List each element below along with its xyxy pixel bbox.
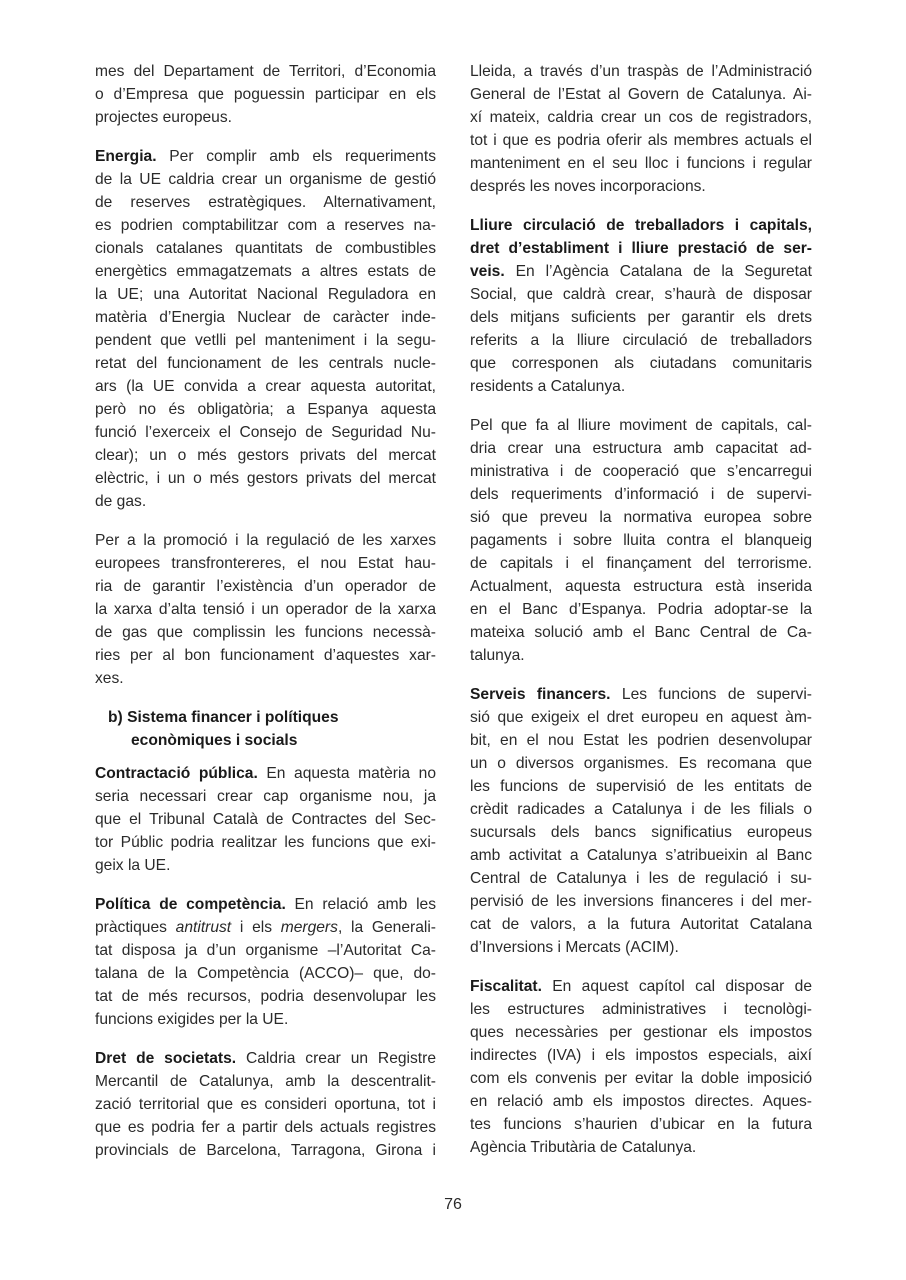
italic-term-antitrust: antitrust <box>175 919 232 936</box>
text-run: En aquesta matèria no <box>257 765 436 782</box>
text-run: En relació amb les <box>285 896 436 913</box>
paragraph-lead-competencia: Política de competència. <box>95 896 286 913</box>
text-line: Pel que fa al lliure moviment de capitals, cal- <box>470 417 812 434</box>
text-line: sió que exigeix el dret europeu en aquest àm- <box>470 709 812 726</box>
paragraph-lliure-circulacio <box>470 214 812 398</box>
text-line: manteniment en el seu lloc i funcions i regular <box>470 155 812 172</box>
text-line: energètics emmagatzemats a altres estats de <box>95 263 436 280</box>
text-line: tes funcions s’haurien d’ubicar en la futura <box>470 1116 812 1133</box>
paragraph-fiscalitat <box>470 975 812 1159</box>
text-line <box>95 1047 436 1070</box>
text-line: que es podria fer a partir dels actuals registres <box>95 1119 436 1136</box>
paragraph-lead-line: veis. <box>470 263 505 280</box>
text-line: de gas. <box>95 493 147 510</box>
text-line: que el Tribunal Català de Contractes del Sec- <box>95 811 436 828</box>
text-line: talana de la Competència (ACCO)– que, do- <box>95 965 436 982</box>
text-line: Central de Catalunya i les de regulació i su- <box>470 870 812 887</box>
text-run: i els <box>231 919 281 936</box>
page-number: 76 <box>444 1196 462 1213</box>
left-column <box>95 60 436 1178</box>
text-line: dels mitjans suficients per garantir els drets <box>470 309 812 326</box>
text-line <box>95 893 436 916</box>
italic-term-mergers: mergers <box>280 919 338 936</box>
text-line: Actualment, aquesta estructura està inserida <box>470 578 812 595</box>
paragraph-registre-continuation <box>470 60 812 198</box>
text-line: cat de valors, a la futura Autoritat Catalana <box>470 916 812 933</box>
paragraph-serveis-financers <box>470 683 812 959</box>
text-line: Social, que caldrà crear, s’haurà de disposar <box>470 286 812 303</box>
text-line: un o diversos organismes. Es recomana que <box>470 755 812 772</box>
text-line: referits a la lliure circulació de treballadors <box>470 332 812 349</box>
text-line <box>95 145 436 168</box>
text-line: clear); un o més gestors privats del mercat <box>95 447 436 464</box>
text-line <box>470 975 812 998</box>
text-line: tot i que es podria oferir als membres actuals el <box>470 132 812 149</box>
text-line: talunya. <box>470 647 525 664</box>
text-line: europees transfrontereres, el nou Estat hau- <box>95 555 436 572</box>
text-line <box>470 683 812 706</box>
section-title-line1: Sistema financer i polítiques <box>127 709 339 726</box>
text-run: pràctiques <box>95 919 176 936</box>
text-line: en relació amb els impostos directes. Aques- <box>470 1093 812 1110</box>
text-line: elèctric, i un o més gestors privats del mercat <box>95 470 436 487</box>
text-line: pagaments i sobre lluita contra el blanqueig <box>470 532 812 549</box>
text-line: ries per al bon funcionament d’aquestes xar- <box>95 647 436 664</box>
text-line: provincials de Barcelona, Tarragona, Girona i <box>95 1142 436 1159</box>
text-line: però no és obligatòria; a Espanya aquesta <box>95 401 436 418</box>
text-line: funcions exigides per la UE. <box>95 1011 289 1028</box>
text-line: pervisió de les inversions financeres i del mer- <box>470 893 812 910</box>
text-line <box>95 762 436 785</box>
text-line: tat de més recursos, podria desenvolupar les <box>95 988 436 1005</box>
section-title-line2: econòmiques i socials <box>131 732 298 749</box>
text-line: Per a la promoció i la regulació de les xarxes <box>95 532 436 549</box>
paragraph-lead-societats: Dret de societats. <box>95 1050 237 1067</box>
paragraph-xarxes <box>95 529 436 690</box>
text-line: o d’Empresa que poguessin participar en els <box>95 86 436 103</box>
text-line: bit, en el nou Estat les podrien desenvolupar <box>470 732 812 749</box>
text-line: mes del Departament de Territori, d’Economia <box>95 63 436 80</box>
text-line: retat del funcionament de les centrals nucle- <box>95 355 436 372</box>
text-line: xes. <box>95 670 124 687</box>
section-heading <box>108 706 436 752</box>
paragraph-lead-line: Lliure circulació de treballadors i capitals, <box>470 217 812 234</box>
text-run: En l’Agència Catalana de la Seguretat <box>504 263 812 280</box>
text-line: la UE; una Autoritat Nacional Reguladora en <box>95 286 436 303</box>
text-run: Per complir amb els requeriments <box>156 148 436 165</box>
text-line: General de l’Estat al Govern de Catalunya. Ai- <box>470 86 812 103</box>
section-marker: b) <box>108 709 123 726</box>
text-line: amb activitat a Catalunya s’atribueixin al Banc <box>470 847 812 864</box>
text-line: sió que preveu la normativa europea sobre <box>470 509 812 526</box>
text-line: indirectes (IVA) i els impostos especials, així <box>470 1047 812 1064</box>
paragraph-lead-contractacio: Contractació pública. <box>95 765 258 782</box>
text-line: dria crear una estructura amb capacitat ad- <box>470 440 812 457</box>
text-line: la xarxa d’alta tensió i un operador de la xarxa <box>95 601 436 618</box>
text-line: funció l’exerceix el Consejo de Seguridad Nu- <box>95 424 436 441</box>
text-line: ars (la UE convida a crear aquesta autoritat, <box>95 378 436 395</box>
text-line: les funcions de supervisió de les entitats de <box>470 778 812 795</box>
text-line: Mercantil de Catalunya, amb la descentralit- <box>95 1073 436 1090</box>
text-run: , la Generali- <box>337 919 436 936</box>
text-line: ria de garantir l’existència d’un operador de <box>95 578 436 595</box>
text-line: crèdit radicades a Catalunya i de les filials o <box>470 801 812 818</box>
text-line: geix la UE. <box>95 857 171 874</box>
text-line: dels requeriments d’informació i de supervi- <box>470 486 812 503</box>
section-heading-line <box>108 706 436 729</box>
text-line: mateixa solució amb el Banc Central de Ca- <box>470 624 812 641</box>
text-line: projectes europeus. <box>95 109 232 126</box>
paragraph-politica-competencia <box>95 893 436 1031</box>
text-line: després les noves incorporacions. <box>470 178 706 195</box>
text-line <box>95 916 436 939</box>
text-line: sucursals dels bancs significatius europeus <box>470 824 812 841</box>
text-run: Caldria crear un Registre <box>236 1050 436 1067</box>
text-run: Les funcions de supervi- <box>610 686 813 703</box>
text-line: en el Banc d’Espanya. Podria adoptar-se la <box>470 601 812 618</box>
paragraph-lead-line: dret d’establiment i lliure prestació de ser- <box>470 240 812 257</box>
text-line: pendent que vetlli pel manteniment i la segu- <box>95 332 436 349</box>
text-line: cionals catalanes quantitats de combustibles <box>95 240 436 257</box>
text-line: matèria d’Energia Nuclear de caràcter inde- <box>95 309 436 326</box>
right-column <box>470 60 812 1175</box>
paragraph-lead-energia: Energia. <box>95 148 157 165</box>
text-line: que corresponen als ciutadans comunitaris <box>470 355 812 372</box>
text-line: zació territorial que es consideri oportuna, tot i <box>95 1096 436 1113</box>
paragraph-dret-societats <box>95 1047 436 1162</box>
text-run: En aquest capítol cal disposar de <box>541 978 812 995</box>
paragraph-contractacio-publica <box>95 762 436 877</box>
text-line: tor Públic podria realitzar les funcions que exi- <box>95 834 436 851</box>
text-line: Lleida, a través d’un traspàs de l’Administració <box>470 63 812 80</box>
text-line: de reserves estratègiques. Alternativament, <box>95 194 436 211</box>
text-line: tat disposa ja d’un organisme –l’Autoritat Ca- <box>95 942 436 959</box>
text-line: ministrativa i de cooperació que s’encarregui <box>470 463 812 480</box>
text-line: de capitals i el finançament del terrorisme. <box>470 555 812 572</box>
text-line: com els convenis per evitar la doble imposició <box>470 1070 812 1087</box>
text-line: d’Inversions i Mercats (ACIM). <box>470 939 679 956</box>
text-line: les estructures administratives i tecnològi- <box>470 1001 812 1018</box>
paragraph-intro-continuation <box>95 60 436 129</box>
text-line: seria necessari crear cap organisme nou, ja <box>95 788 436 805</box>
text-line: es podrien comptabilitzar com a reserves na- <box>95 217 436 234</box>
paragraph-moviment-capitals <box>470 414 812 667</box>
text-line <box>470 260 812 283</box>
paragraph-lead-fiscalitat: Fiscalitat. <box>470 978 542 995</box>
text-line: de gas que complissin les funcions necessà- <box>95 624 436 641</box>
text-line: de la UE caldria crear un organisme de gestió <box>95 171 436 188</box>
paragraph-lead-serveis: Serveis financers. <box>470 686 611 703</box>
text-line: xí mateix, caldria crear un cos de registradors, <box>470 109 812 126</box>
text-line: ques necessàries per gestionar els impostos <box>470 1024 812 1041</box>
text-line: Agència Tributària de Catalunya. <box>470 1139 697 1156</box>
paragraph-energia <box>95 145 436 513</box>
text-line: residents a Catalunya. <box>470 378 626 395</box>
